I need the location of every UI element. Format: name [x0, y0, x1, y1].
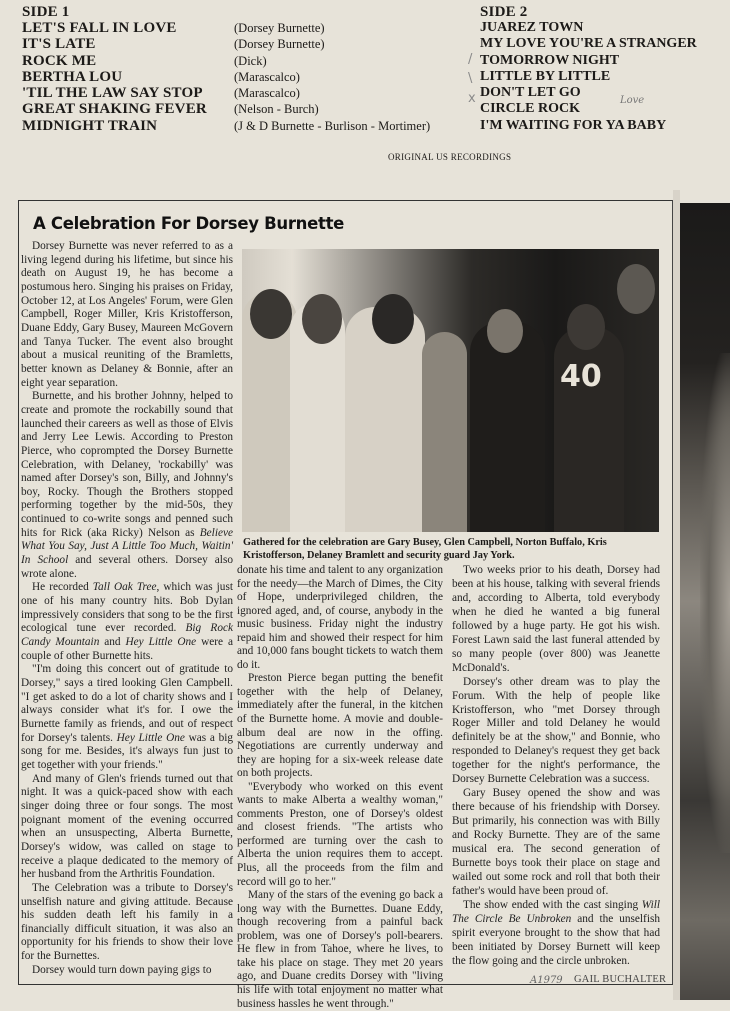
side-1-tracklist [22, 4, 430, 134]
track-row [22, 53, 430, 69]
text-run: and several others. Dorsey also wrote alone. [21, 554, 233, 580]
text-run: and [104, 636, 121, 649]
photo-caption: Gathered for the celebration are Gary Busey, Glen Campbell, Norton Buffalo, Kris Kristofferson, Delaney Bramlett and security guard Jay York. [243, 537, 607, 561]
text-run: "I'm doing this concert out of gratitude to Dorsey," says a tired looking Glen Campbell. "I get asked to do a lot of charity shows and I always consider what it's for. I owe the Burnette family as friends, and out of respect for Dorsey's talents. [21, 663, 233, 744]
track-credit: (Marascalco) [234, 86, 300, 101]
paragraph [21, 390, 233, 581]
side-1-heading: SIDE 1 [22, 4, 70, 20]
text-run: and the unselfish spirit everyone brought to the show that had been initiated by Dorsey Burnett will keep the flow going and the circle unbroken. [452, 912, 660, 967]
track-row [22, 85, 430, 101]
track-row [22, 101, 430, 117]
paragraph: And many of Glen's friends turned out that night. It was a quick-paced show with each singer doing three or four songs. The most poignant moment of the evening occurred when an unsuspecting, Alberta Burnette, Dorsey's widow, was called on stage to receive a plaque dedicated to the memory of her husband from the Arthritis Foundation. [21, 772, 233, 881]
handwritten-year: A1979 [530, 975, 563, 986]
track-title: GREAT SHAKING FEVER [22, 101, 207, 118]
paragraph: The Celebration was a tribute to Dorsey's unselfish nature and giving attitude. Because his sudden death left his family in a financially difficult situation, it was also an opportunity for his friends to show their love for the Burnettes. [21, 881, 233, 963]
text-run: Burnette, and his brother Johnny, helped to create and promote the rockabilly sound that launched their careers as well as those of Elvis and Jerry Lee Lewis. According to Preston Pierce, who coprompted the Dorsey Burnette Celebration, with Delaney, 'rockabilly' was named after Dorsey's son, Billy, and Johnny's boy, Rocky. Though the Brothers stopped performing together by the mid-50s, they continued to co-write songs and penned such hits for Rick (aka Ricky) Nelson as [21, 390, 233, 539]
paragraph [21, 581, 233, 663]
track-title: LET'S FALL IN LOVE [22, 20, 177, 36]
paragraph: Preston Pierce began putting the benefit together with the help of Delaney, immediately after the funeral, in the kitchen of the Burnette home. A movie and double-album deal are now in the offing. Negotiations are currently underway and they are hoping for a six-week release date on both projects. [237, 672, 443, 780]
track-title: MY LOVE YOU'RE A STRANGER [480, 36, 697, 52]
track-row [22, 69, 430, 85]
song-titles: Believe What You Say, Just A Little Too Much, Waitin' In School [21, 526, 233, 567]
photo-figure-head [302, 294, 342, 344]
handwritten-mark: \ [468, 71, 473, 86]
track-credit: (Dorsey Burnette) [234, 37, 325, 52]
paragraph: donate his time and talent to any organization for the needy—the March of Dimes, the City of Hope, underprivileged children, the ignored aged, and, of course, anybody in the music business. Friday night the industry repaid him and showed their respect for him and 10,000 fans bought tickets to watch them do it. [237, 564, 443, 671]
photo-figure-head [567, 304, 605, 350]
article-column-1 [21, 240, 233, 977]
side-2-heading: SIDE 2 [480, 4, 528, 20]
track-title: BERTHA LOU [22, 68, 123, 85]
song-title: Hey Little One [125, 636, 197, 649]
article-column-3 [452, 564, 660, 969]
track-title: TOMORROW NIGHT [480, 52, 620, 68]
track-row [22, 20, 430, 36]
track-title: I'M WAITING FOR YA BABY [480, 117, 667, 133]
track-row [22, 36, 430, 52]
track-title: 'TIL THE LAW SAY STOP [22, 85, 203, 102]
track-credit: (Dick) [234, 53, 267, 68]
paragraph: Dorsey Burnette was never referred to as a living legend during his lifetime, but since his death on August 19, he has become a postumous hero. Singing his praises on Friday, October 12, at Los Angeles' Forum, were Glen Campbell, Roger Miller, Kris Kristofferson, Duane Eddy, Gary Busey, Maureen McGovern and Tanya Tucker. The event also brought about a musical reuniting of the Bramletts, better known as Delaney & Bonnie, after an eight year separation. [21, 240, 233, 389]
handwritten-mark: x [468, 91, 476, 106]
photo-figure-head [250, 289, 292, 339]
original-recordings-note: ORIGINAL US RECORDINGS [388, 152, 512, 162]
article-headline: A Celebration For Dorsey Burnette [33, 214, 345, 233]
photo-figure-head [372, 294, 414, 344]
paragraph [452, 899, 660, 969]
author-byline: GAIL BUCHALTER [574, 974, 667, 985]
paragraph: Dorsey's other dream was to play the Forum. With the help of people like Kristofferson, who "met Dorsey through Roger Miller and told Delaney he would definitely be at the show," and Bonnie, who responded to Delaney's request they get back together for the night's performance, the Dorsey Burnette Celebration was a success. [452, 675, 660, 786]
track-credit: (Marascalco) [234, 69, 300, 84]
photo-figure-head [617, 264, 655, 314]
jersey-number: 40 [560, 359, 602, 394]
track-credit: (J & D Burnette - Burlison - Mortimer) [234, 118, 431, 133]
track-title: CIRCLE ROCK [480, 101, 580, 117]
group-photo [242, 249, 659, 532]
side-2-tracklist [480, 4, 697, 134]
paragraph: Dorsey would turn down paying gigs to [32, 963, 212, 976]
text-run: , which was just one of his many country hits. Bob Dylan impressively considers that song to be the first ecological tune ever recorded. [21, 581, 233, 635]
song-title: Hey Little One [116, 731, 185, 744]
song-title: Tall Oak Tree [92, 581, 157, 594]
photo-figure-head [487, 309, 523, 353]
song-title: Big Rock Candy Mountain [21, 622, 233, 649]
text-run: The show ended with the cast singing [463, 898, 639, 911]
photo-figure [470, 322, 545, 532]
photo-figure [554, 327, 624, 532]
handwritten-mark: / [468, 52, 473, 67]
song-title: Will The Circle Be Unbroken [452, 898, 660, 925]
track-credit: (Nelson - Burch) [234, 102, 319, 117]
track-title: MIDNIGHT TRAIN [22, 117, 158, 134]
paragraph: Many of the stars of the evening go back a long way with the Burnettes. Duane Eddy, though recovering from a painful back problem, was one of Dorsey's poll-bearers. He flew in from Tahoe, where he lives, to take his place on stage. They met 20 years ago, and Duane credits Dorsey with "living his life with total enjoyment no matter what business hassles he went through." [237, 889, 443, 1010]
photo-figure [422, 332, 467, 532]
track-title: ROCK ME [22, 52, 97, 69]
article-column-2 [237, 564, 443, 1011]
page-gutter [673, 190, 680, 1000]
paragraph: Gary Busey opened the show and was there because of his friendship with Dorsey. But primarily, his connection was with Billy and Rocky Burnette. They are of the same musical era. The second generation of Burnette boys took their place on stage and wailed out some rock and roll that both their father's would have been proud of. [452, 787, 660, 897]
paragraph: "Everybody who worked on this event wants to make Alberta a wealthy woman," comments Preston, one of Dorsey's oldest and closest friends. "The artists who performed are turning over the cash to Alberta the union requires them to accept. Plus, all the proceeds from the film and record will go to her." [237, 780, 443, 888]
portrait-photo [680, 203, 730, 1000]
track-credit: (Dorsey Burnette) [234, 21, 325, 35]
text-run: were a couple of other Burnette hits. [21, 636, 234, 662]
handwritten-note: Love [620, 95, 645, 106]
paragraph: Two weeks prior to his death, Dorsey had been at his house, talking with several friends and, according to Alberta, told everybody when he died he wanted a big funeral followed by a huge party. He got his wish. Forest Lawn said the last funeral attended by so many people (over 800) was Jeanette McDonald's. [452, 564, 660, 674]
track-row [22, 118, 430, 134]
paragraph [21, 663, 233, 772]
text-run: was a big song for me. Besides, it's always fun just to get together with your friends." [21, 731, 233, 771]
track-title: IT'S LATE [22, 36, 96, 53]
track-title: LITTLE BY LITTLE [480, 68, 611, 84]
track-title: DON'T LET GO [480, 85, 581, 101]
text-run: He recorded [32, 581, 89, 594]
track-title: JUAREZ TOWN [480, 20, 584, 35]
